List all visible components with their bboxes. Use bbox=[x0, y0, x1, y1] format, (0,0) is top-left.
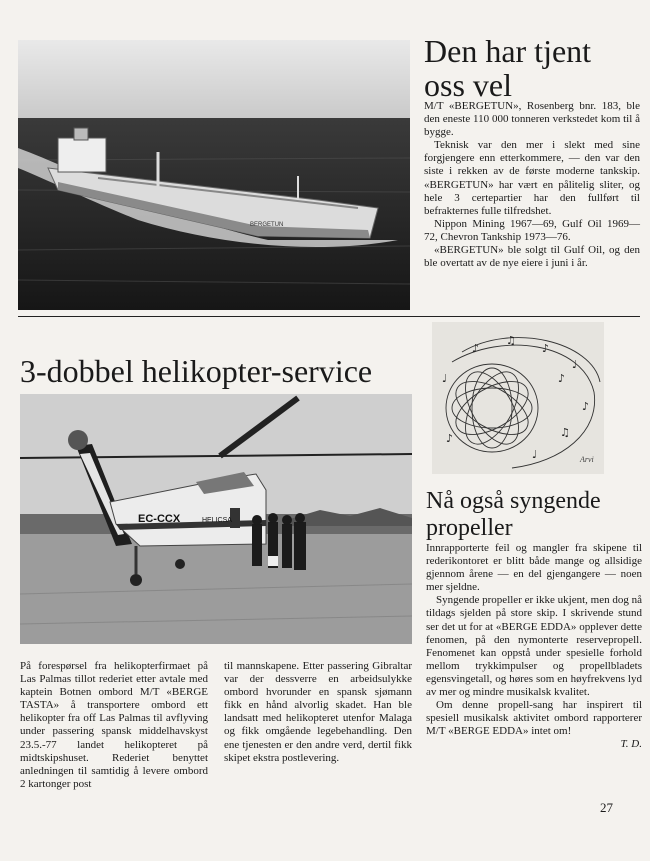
article2-column-2: til mannskapene. Etter passering Gibraltar var der dessverre en arbeidsulykke ombord hvorunder en spansk sjømann fikk en hånd alvorlig skadet. Han ble landsatt med helikopteret utenfor Malaga og fikk omgående legebehandling. Den ene tjenesten er den andre verd, dertil fikk skipet ekstra postlevering. bbox=[224, 660, 412, 764]
svg-text:♪: ♪ bbox=[446, 432, 454, 445]
article1-paragraph-2: Teknisk var den mer i slekt med sine forgjengere enn etterkommere, — den var den siste i rekken av de første moderne tankskip. «BERGETUN» har vært en pålitelig sliter, og hele 3 certepartier har den fullført til befrakternes fulle tilfredshet. bbox=[424, 139, 640, 217]
article3-signature: T. D. bbox=[620, 738, 642, 751]
helicopter-company-label: HELICSA bbox=[202, 517, 232, 524]
svg-text:♪: ♪ bbox=[542, 342, 550, 355]
section-divider bbox=[18, 316, 640, 317]
article2-title: 3-dobbel helikopter-service bbox=[20, 353, 373, 389]
helicopter-illustration bbox=[20, 394, 412, 644]
tanker-ship-illustration bbox=[18, 40, 410, 310]
singing-propeller-illustration bbox=[432, 322, 604, 474]
page-number: 27 bbox=[600, 800, 613, 815]
article3-paragraph-3: Om denne propell-sang har inspirert til spesiell musikalsk aktivitet ombord rapporterer M/T «BERGE EDDA» intet om! bbox=[426, 699, 642, 738]
article1-paragraph-1: M/T «BERGETUN», Rosenberg bnr. 183, ble den eneste 110 000 tonneren verkstedet kom til å bygge. bbox=[424, 100, 640, 139]
svg-text:♪: ♪ bbox=[558, 372, 566, 385]
article2-column-1: På forespørsel fra helikopterfirmaet på Las Palmas tillot rederiet etter avtale med kaptein Botnen ombord M/T «BERGE TASTA» å transportere ombord ett helikopter fra off Las Palmas til avflyving under passering spansk middelhavskyst 23.5.-77 landet helikopteret på midtskipshuset. Rederiet benyttet anledningen til samtidig å levere ombord 2 kartonger post bbox=[20, 660, 208, 790]
svg-text:♩: ♩ bbox=[442, 372, 448, 385]
svg-text:♩: ♩ bbox=[572, 358, 578, 371]
svg-text:♪: ♪ bbox=[472, 342, 480, 355]
article3-title: Nå også syngende propeller bbox=[426, 488, 601, 541]
article3-paragraph-2: Syngende propeller er ikke ukjent, men dog nå tildags sjelden på store skip. I skrivende stund ser det ut for at «BERGE EDDA» opplever dette fenomen, på den nymonterte reservepropell. Fenomenet kan oppstå under spesielle forhold mellom trykkimpulser og propellbladets egensvingetall, og høres som en høyfrekvens lyd av mer og mindre musikalsk kvalitet. bbox=[426, 594, 642, 699]
article1-paragraph-3: Nippon Mining 1967—69, Gulf Oil 1969—72, Chevron Tankship 1973—76. bbox=[424, 217, 640, 243]
article1-body bbox=[424, 100, 640, 270]
helicopter-photo bbox=[20, 394, 412, 644]
tanker-photo bbox=[18, 40, 410, 310]
article3-body bbox=[426, 542, 642, 752]
article3-paragraph-1: Innrapporterte feil og mangler fra skipene til rederikontoret er blitt både mange og allsidige gjennom årene — en del gjengangere — noen mer sjeldne. bbox=[426, 542, 642, 594]
propeller-drawing bbox=[432, 322, 604, 474]
article1-paragraph-4: «BERGETUN» ble solgt til Gulf Oil, og den ble overtatt av de nye eiere i juni i år. bbox=[424, 244, 640, 270]
article1-title: Den har tjent oss vel bbox=[424, 33, 592, 103]
drawing-signature: Arvi bbox=[580, 455, 594, 464]
svg-text:♫: ♫ bbox=[560, 426, 570, 439]
helicopter-registration: EC-CCX bbox=[138, 513, 181, 525]
ship-hull-name: BERGETUN bbox=[250, 222, 284, 228]
svg-text:♫: ♫ bbox=[506, 334, 516, 347]
svg-text:♪: ♪ bbox=[582, 400, 590, 413]
svg-text:♩: ♩ bbox=[532, 448, 538, 461]
